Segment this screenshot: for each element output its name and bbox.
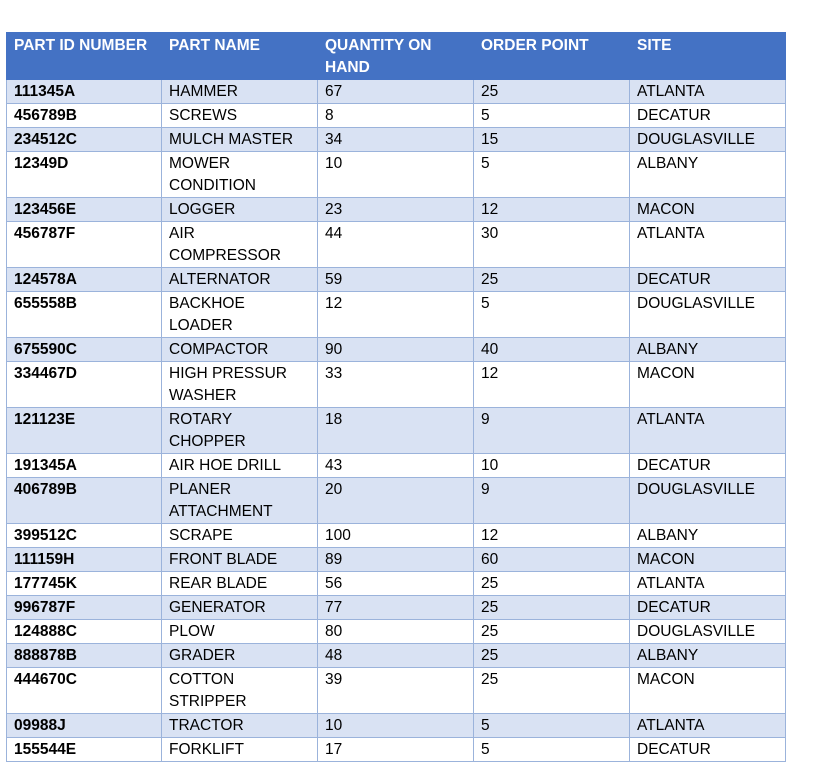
quantity-cell: 17 [318, 738, 474, 762]
header-part-name: PART NAME [162, 33, 318, 80]
part-id-cell: 996787F [7, 596, 162, 620]
part-id-cell: 177745K [7, 572, 162, 596]
site-cell: DECATUR [630, 104, 786, 128]
quantity-cell: 10 [318, 152, 474, 198]
table-row [7, 104, 786, 128]
order-point-cell: 12 [474, 362, 630, 408]
order-point-cell: 9 [474, 478, 630, 524]
table-row [7, 478, 786, 524]
order-point-cell: 5 [474, 152, 630, 198]
order-point-cell: 40 [474, 338, 630, 362]
header-site: SITE [630, 33, 786, 80]
site-cell: DOUGLASVILLE [630, 128, 786, 152]
table-row [7, 408, 786, 454]
part-name-cell: SCREWS [162, 104, 318, 128]
site-cell: DECATUR [630, 596, 786, 620]
part-name-cell: ROTARY CHOPPER [162, 408, 318, 454]
part-name-cell: FRONT BLADE [162, 548, 318, 572]
order-point-cell: 10 [474, 454, 630, 478]
order-point-cell: 5 [474, 738, 630, 762]
order-point-cell: 60 [474, 548, 630, 572]
quantity-cell: 8 [318, 104, 474, 128]
part-name-cell: HAMMER [162, 80, 318, 104]
order-point-cell: 25 [474, 268, 630, 292]
table-row [7, 454, 786, 478]
part-id-cell: 406789B [7, 478, 162, 524]
table-row [7, 668, 786, 714]
parts-inventory-table [6, 32, 786, 762]
part-name-cell: REAR BLADE [162, 572, 318, 596]
site-cell: ALBANY [630, 524, 786, 548]
part-name-cell: COMPACTOR [162, 338, 318, 362]
part-id-cell: 121123E [7, 408, 162, 454]
quantity-cell: 33 [318, 362, 474, 408]
order-point-cell: 5 [474, 104, 630, 128]
table-row [7, 152, 786, 198]
order-point-cell: 25 [474, 644, 630, 668]
site-cell: DOUGLASVILLE [630, 292, 786, 338]
table-row [7, 572, 786, 596]
part-name-cell: SCRAPE [162, 524, 318, 548]
site-cell: ATLANTA [630, 80, 786, 104]
part-name-cell: AIR HOE DRILL [162, 454, 318, 478]
part-id-cell: 456787F [7, 222, 162, 268]
table-row [7, 620, 786, 644]
order-point-cell: 15 [474, 128, 630, 152]
site-cell: DOUGLASVILLE [630, 620, 786, 644]
table-row [7, 644, 786, 668]
site-cell: DECATUR [630, 454, 786, 478]
part-name-cell: HIGH PRESSUR WASHER [162, 362, 318, 408]
part-id-cell: 234512C [7, 128, 162, 152]
part-name-cell: GRADER [162, 644, 318, 668]
table-row [7, 128, 786, 152]
quantity-cell: 23 [318, 198, 474, 222]
order-point-cell: 25 [474, 596, 630, 620]
site-cell: MACON [630, 668, 786, 714]
quantity-cell: 90 [318, 338, 474, 362]
part-id-cell: 09988J [7, 714, 162, 738]
table-row [7, 292, 786, 338]
part-name-cell: MULCH MASTER [162, 128, 318, 152]
part-id-cell: 399512C [7, 524, 162, 548]
part-id-cell: 123456E [7, 198, 162, 222]
part-name-cell: COTTON STRIPPER [162, 668, 318, 714]
quantity-cell: 39 [318, 668, 474, 714]
header-row [7, 33, 786, 80]
order-point-cell: 25 [474, 80, 630, 104]
table-row [7, 548, 786, 572]
table-row [7, 362, 786, 408]
part-name-cell: TRACTOR [162, 714, 318, 738]
site-cell: ALBANY [630, 644, 786, 668]
table-row [7, 596, 786, 620]
order-point-cell: 25 [474, 668, 630, 714]
table-row [7, 198, 786, 222]
part-id-cell: 111159H [7, 548, 162, 572]
part-name-cell: GENERATOR [162, 596, 318, 620]
part-id-cell: 155544E [7, 738, 162, 762]
site-cell: MACON [630, 362, 786, 408]
order-point-cell: 30 [474, 222, 630, 268]
site-cell: ATLANTA [630, 222, 786, 268]
site-cell: DOUGLASVILLE [630, 478, 786, 524]
table-row [7, 524, 786, 548]
part-id-cell: 124888C [7, 620, 162, 644]
part-id-cell: 124578A [7, 268, 162, 292]
table-row [7, 738, 786, 762]
part-name-cell: AIR COMPRESSOR [162, 222, 318, 268]
header-part-id: PART ID NUMBER [7, 33, 162, 80]
part-id-cell: 191345A [7, 454, 162, 478]
order-point-cell: 12 [474, 198, 630, 222]
site-cell: ATLANTA [630, 408, 786, 454]
part-name-cell: LOGGER [162, 198, 318, 222]
quantity-cell: 10 [318, 714, 474, 738]
part-id-cell: 675590C [7, 338, 162, 362]
quantity-cell: 67 [318, 80, 474, 104]
quantity-cell: 59 [318, 268, 474, 292]
part-id-cell: 12349D [7, 152, 162, 198]
quantity-cell: 43 [318, 454, 474, 478]
part-name-cell: MOWER CONDITION [162, 152, 318, 198]
quantity-cell: 48 [318, 644, 474, 668]
site-cell: MACON [630, 198, 786, 222]
part-id-cell: 444670C [7, 668, 162, 714]
quantity-cell: 56 [318, 572, 474, 596]
table-row [7, 80, 786, 104]
quantity-cell: 44 [318, 222, 474, 268]
site-cell: DECATUR [630, 738, 786, 762]
site-cell: MACON [630, 548, 786, 572]
site-cell: ATLANTA [630, 714, 786, 738]
header-order-point: ORDER POINT [474, 33, 630, 80]
part-name-cell: ALTERNATOR [162, 268, 318, 292]
site-cell: ALBANY [630, 338, 786, 362]
part-name-cell: FORKLIFT [162, 738, 318, 762]
table-row [7, 268, 786, 292]
part-name-cell: PLANER ATTACHMENT [162, 478, 318, 524]
order-point-cell: 25 [474, 620, 630, 644]
order-point-cell: 9 [474, 408, 630, 454]
quantity-cell: 18 [318, 408, 474, 454]
site-cell: DECATUR [630, 268, 786, 292]
quantity-cell: 80 [318, 620, 474, 644]
order-point-cell: 12 [474, 524, 630, 548]
quantity-cell: 12 [318, 292, 474, 338]
table-body [7, 80, 786, 762]
site-cell: ALBANY [630, 152, 786, 198]
site-cell: ATLANTA [630, 572, 786, 596]
table-row [7, 338, 786, 362]
table-row [7, 222, 786, 268]
quantity-cell: 34 [318, 128, 474, 152]
quantity-cell: 77 [318, 596, 474, 620]
order-point-cell: 5 [474, 714, 630, 738]
header-quantity-on-hand: QUANTITY ON HAND [318, 33, 474, 80]
quantity-cell: 100 [318, 524, 474, 548]
part-id-cell: 655558B [7, 292, 162, 338]
part-id-cell: 456789B [7, 104, 162, 128]
order-point-cell: 5 [474, 292, 630, 338]
quantity-cell: 89 [318, 548, 474, 572]
quantity-cell: 20 [318, 478, 474, 524]
part-id-cell: 111345A [7, 80, 162, 104]
part-id-cell: 334467D [7, 362, 162, 408]
order-point-cell: 25 [474, 572, 630, 596]
part-name-cell: BACKHOE LOADER [162, 292, 318, 338]
table-row [7, 714, 786, 738]
part-id-cell: 888878B [7, 644, 162, 668]
part-name-cell: PLOW [162, 620, 318, 644]
